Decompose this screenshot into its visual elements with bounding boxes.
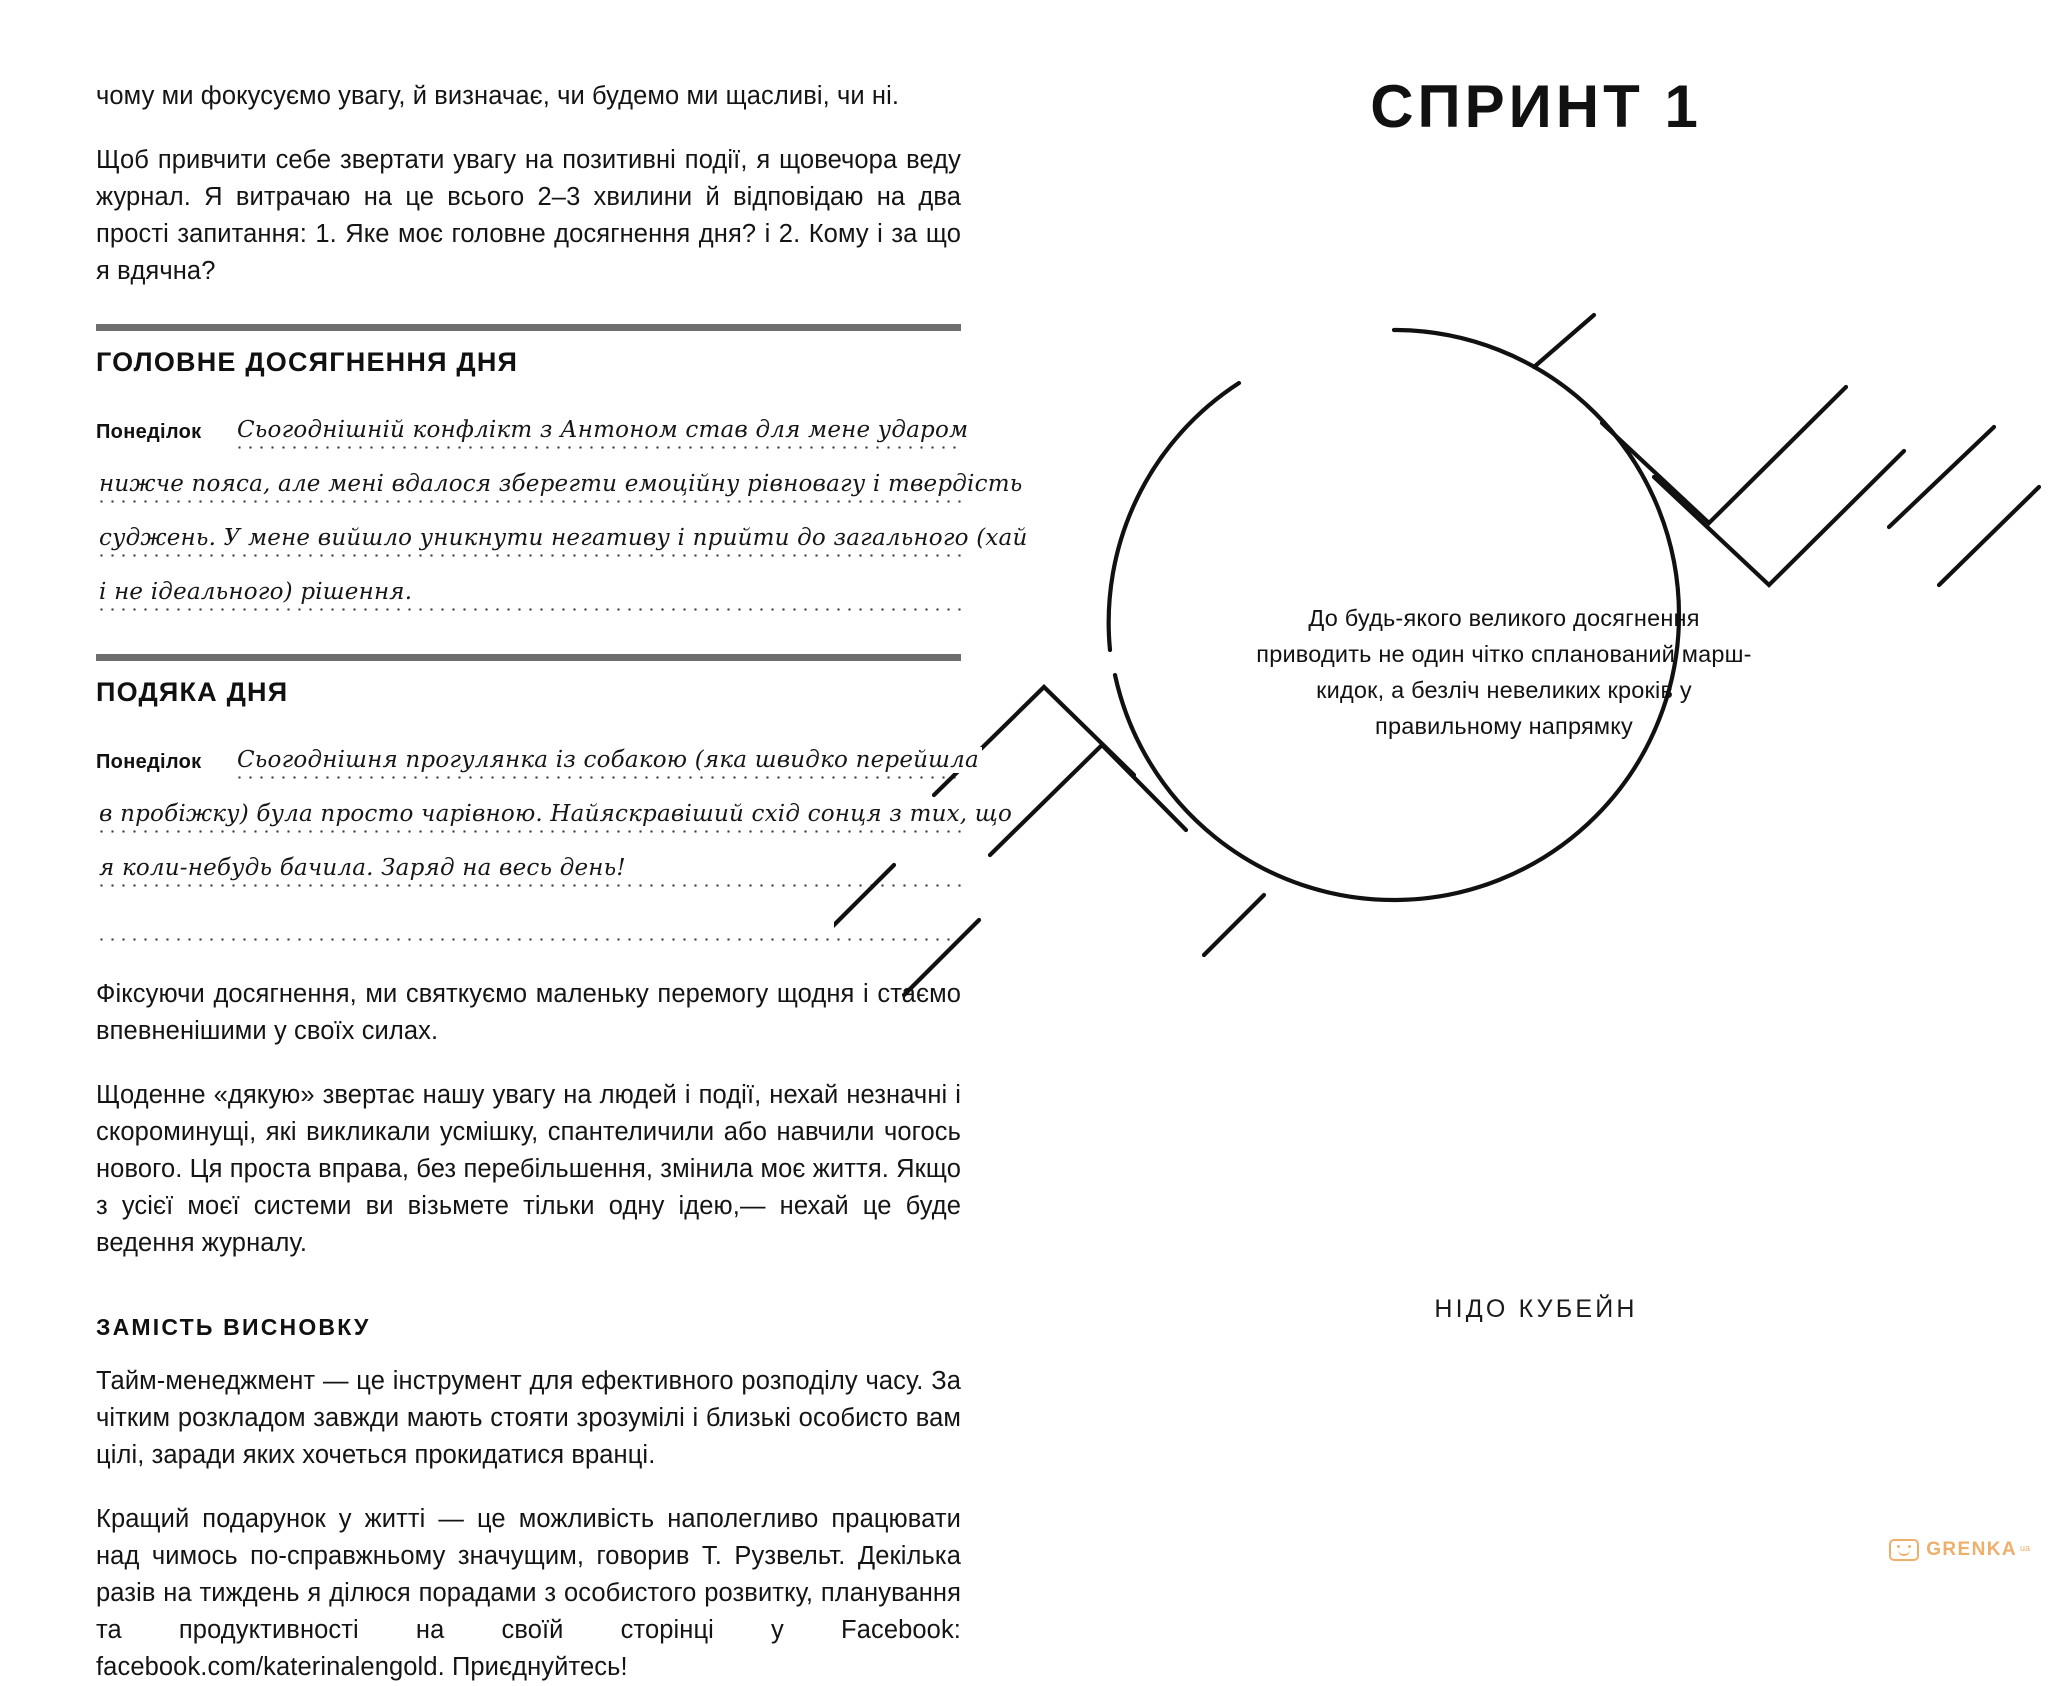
dotted-rule	[96, 938, 961, 941]
section-conclusion	[96, 1314, 961, 1686]
smiley-icon	[1889, 1539, 1919, 1561]
dotted-rule	[96, 554, 961, 557]
day-label: Понеділок	[96, 751, 205, 774]
dotted-rule	[96, 884, 961, 887]
chevron-lower-mid	[934, 687, 1134, 795]
journal-handwriting: Сьогоднішня прогулянка із собакою (яка швидко перейшла	[234, 747, 982, 773]
journal-line[interactable]	[96, 404, 969, 458]
right-page	[1024, 0, 2048, 1575]
journal-handwriting: нижче пояса, але мені вдалося зберегти емоційну рівновагу і твердість	[96, 471, 1025, 497]
journal-handwriting: і не ідеального) рішення.	[96, 579, 415, 605]
journal-handwriting: в пробіжку) була просто чарівною. Найяскравіший схід сонця з тих, що	[96, 801, 1015, 827]
section-achievement-title: ГОЛОВНЕ ДОСЯГНЕННЯ ДНЯ	[96, 347, 519, 377]
journal-achievement[interactable]	[96, 404, 1028, 620]
stroke-upper-detached-1	[1889, 427, 1994, 527]
journal-line[interactable]	[96, 566, 961, 620]
page-title: СПРИНТ 1	[1370, 73, 1702, 140]
stroke-lower-detached-2	[904, 920, 979, 995]
paragraph-middle-1: Фіксуючи досягнення, ми святкуємо маленьку перемогу щодня і стаємо впевненішими у своїх силах.	[96, 980, 961, 1045]
day-label: Понеділок	[96, 421, 205, 444]
left-column	[96, 78, 1028, 1686]
paragraph-conclusion-1: Тайм-менеджмент — це інструмент для ефективного розподілу часу. За чітким розкладом завжди мають стояти зрозумілі і близькі особисто вам цілі, заради яких хочеться прокидатися вранці.	[96, 1367, 961, 1469]
journal-handwriting: суджень. У мене вийшло уникнути негативу і прийти до загального (хай	[96, 525, 1030, 551]
journal-gratitude[interactable]	[96, 734, 1013, 950]
paragraph-intro-1: чому ми фокусуємо увагу, й визначає, чи будемо ми щасливі, чи ні.	[96, 82, 900, 110]
section-achievement	[96, 324, 1028, 620]
watermark-label: GRENKA	[1926, 1539, 2017, 1560]
journal-line[interactable]	[96, 458, 1023, 512]
journal-line[interactable]	[96, 788, 1013, 842]
journal-line[interactable]	[96, 512, 1028, 566]
watermark-suffix: ua	[2019, 1543, 2030, 1553]
stroke-lower-short	[1204, 895, 1264, 955]
journal-handwriting: Сьогоднішній конфлікт з Антоном став для мене ударом	[234, 417, 971, 443]
dotted-rule	[96, 608, 961, 611]
grenka-watermark	[1889, 1539, 2030, 1561]
journal-line[interactable]	[96, 734, 979, 788]
stroke-upper-short	[1534, 315, 1594, 367]
journal-handwriting: я коли-небудь бачила. Заряд на весь день!	[96, 855, 629, 881]
chevron-upper-mid	[1654, 451, 1904, 585]
circle-outline-segment	[1109, 383, 1239, 650]
dotted-rule	[96, 830, 961, 833]
stroke-upper-detached-2	[1939, 487, 2039, 585]
journal-line[interactable]	[96, 896, 961, 950]
quote-attribution: НІДО КУБЕЙН	[1434, 1295, 1638, 1323]
dotted-rule	[96, 500, 961, 503]
chevron-lower-outer	[990, 745, 1186, 855]
section-gratitude	[96, 654, 1013, 950]
paragraph-middle-2: Щоденне «дякую» звертає нашу увагу на людей і події, нехай незначні і скороминущі, які викликали усмішку, спантеличили або навчили чогось нового. Ця проста вправа, без перебільшення, змінила моє життя. Якщо з усієї моєї системи ви візьмете тільки одну ідею,— нехай це буде ведення журналу.	[96, 1081, 961, 1257]
stroke-lower-detached-1	[834, 865, 894, 945]
journal-line[interactable]	[96, 842, 961, 896]
section-gratitude-title: ПОДЯКА ДНЯ	[96, 677, 289, 707]
quote-text: До будь-якого великого досягнення приводить не один чітко спланований марш-кидок, а безліч невеликих кроків у правильному напрямку	[1256, 605, 1752, 739]
paragraph-intro-2: Щоб привчити себе звертати увагу на позитивні події, я щовечора веду журнал. Я витрачаю на це всього 2–3 хвилини й відповідаю на два прості запитання: 1. Яке моє головне досягнення дня? і 2. Кому і за що я вдячна?	[96, 146, 961, 285]
section-conclusion-title: ЗАМІСТЬ ВИСНОВКУ	[96, 1314, 371, 1340]
section-rule	[96, 654, 961, 661]
chevron-upper-outer	[1602, 387, 1846, 523]
section-rule	[96, 324, 961, 331]
paragraph-conclusion-2: Кращий подарунок у житті — це можливість наполегливо працювати над чимось по-справжньому значущим, говорив Т. Рузвельт. Декілька разів на тиждень я ділюся порадами з особистого розвитку, планування та продуктивності на своїй сторінці у Facebook: facebook.com/katerinalengold. Приєднуйтесь!	[96, 1505, 961, 1681]
